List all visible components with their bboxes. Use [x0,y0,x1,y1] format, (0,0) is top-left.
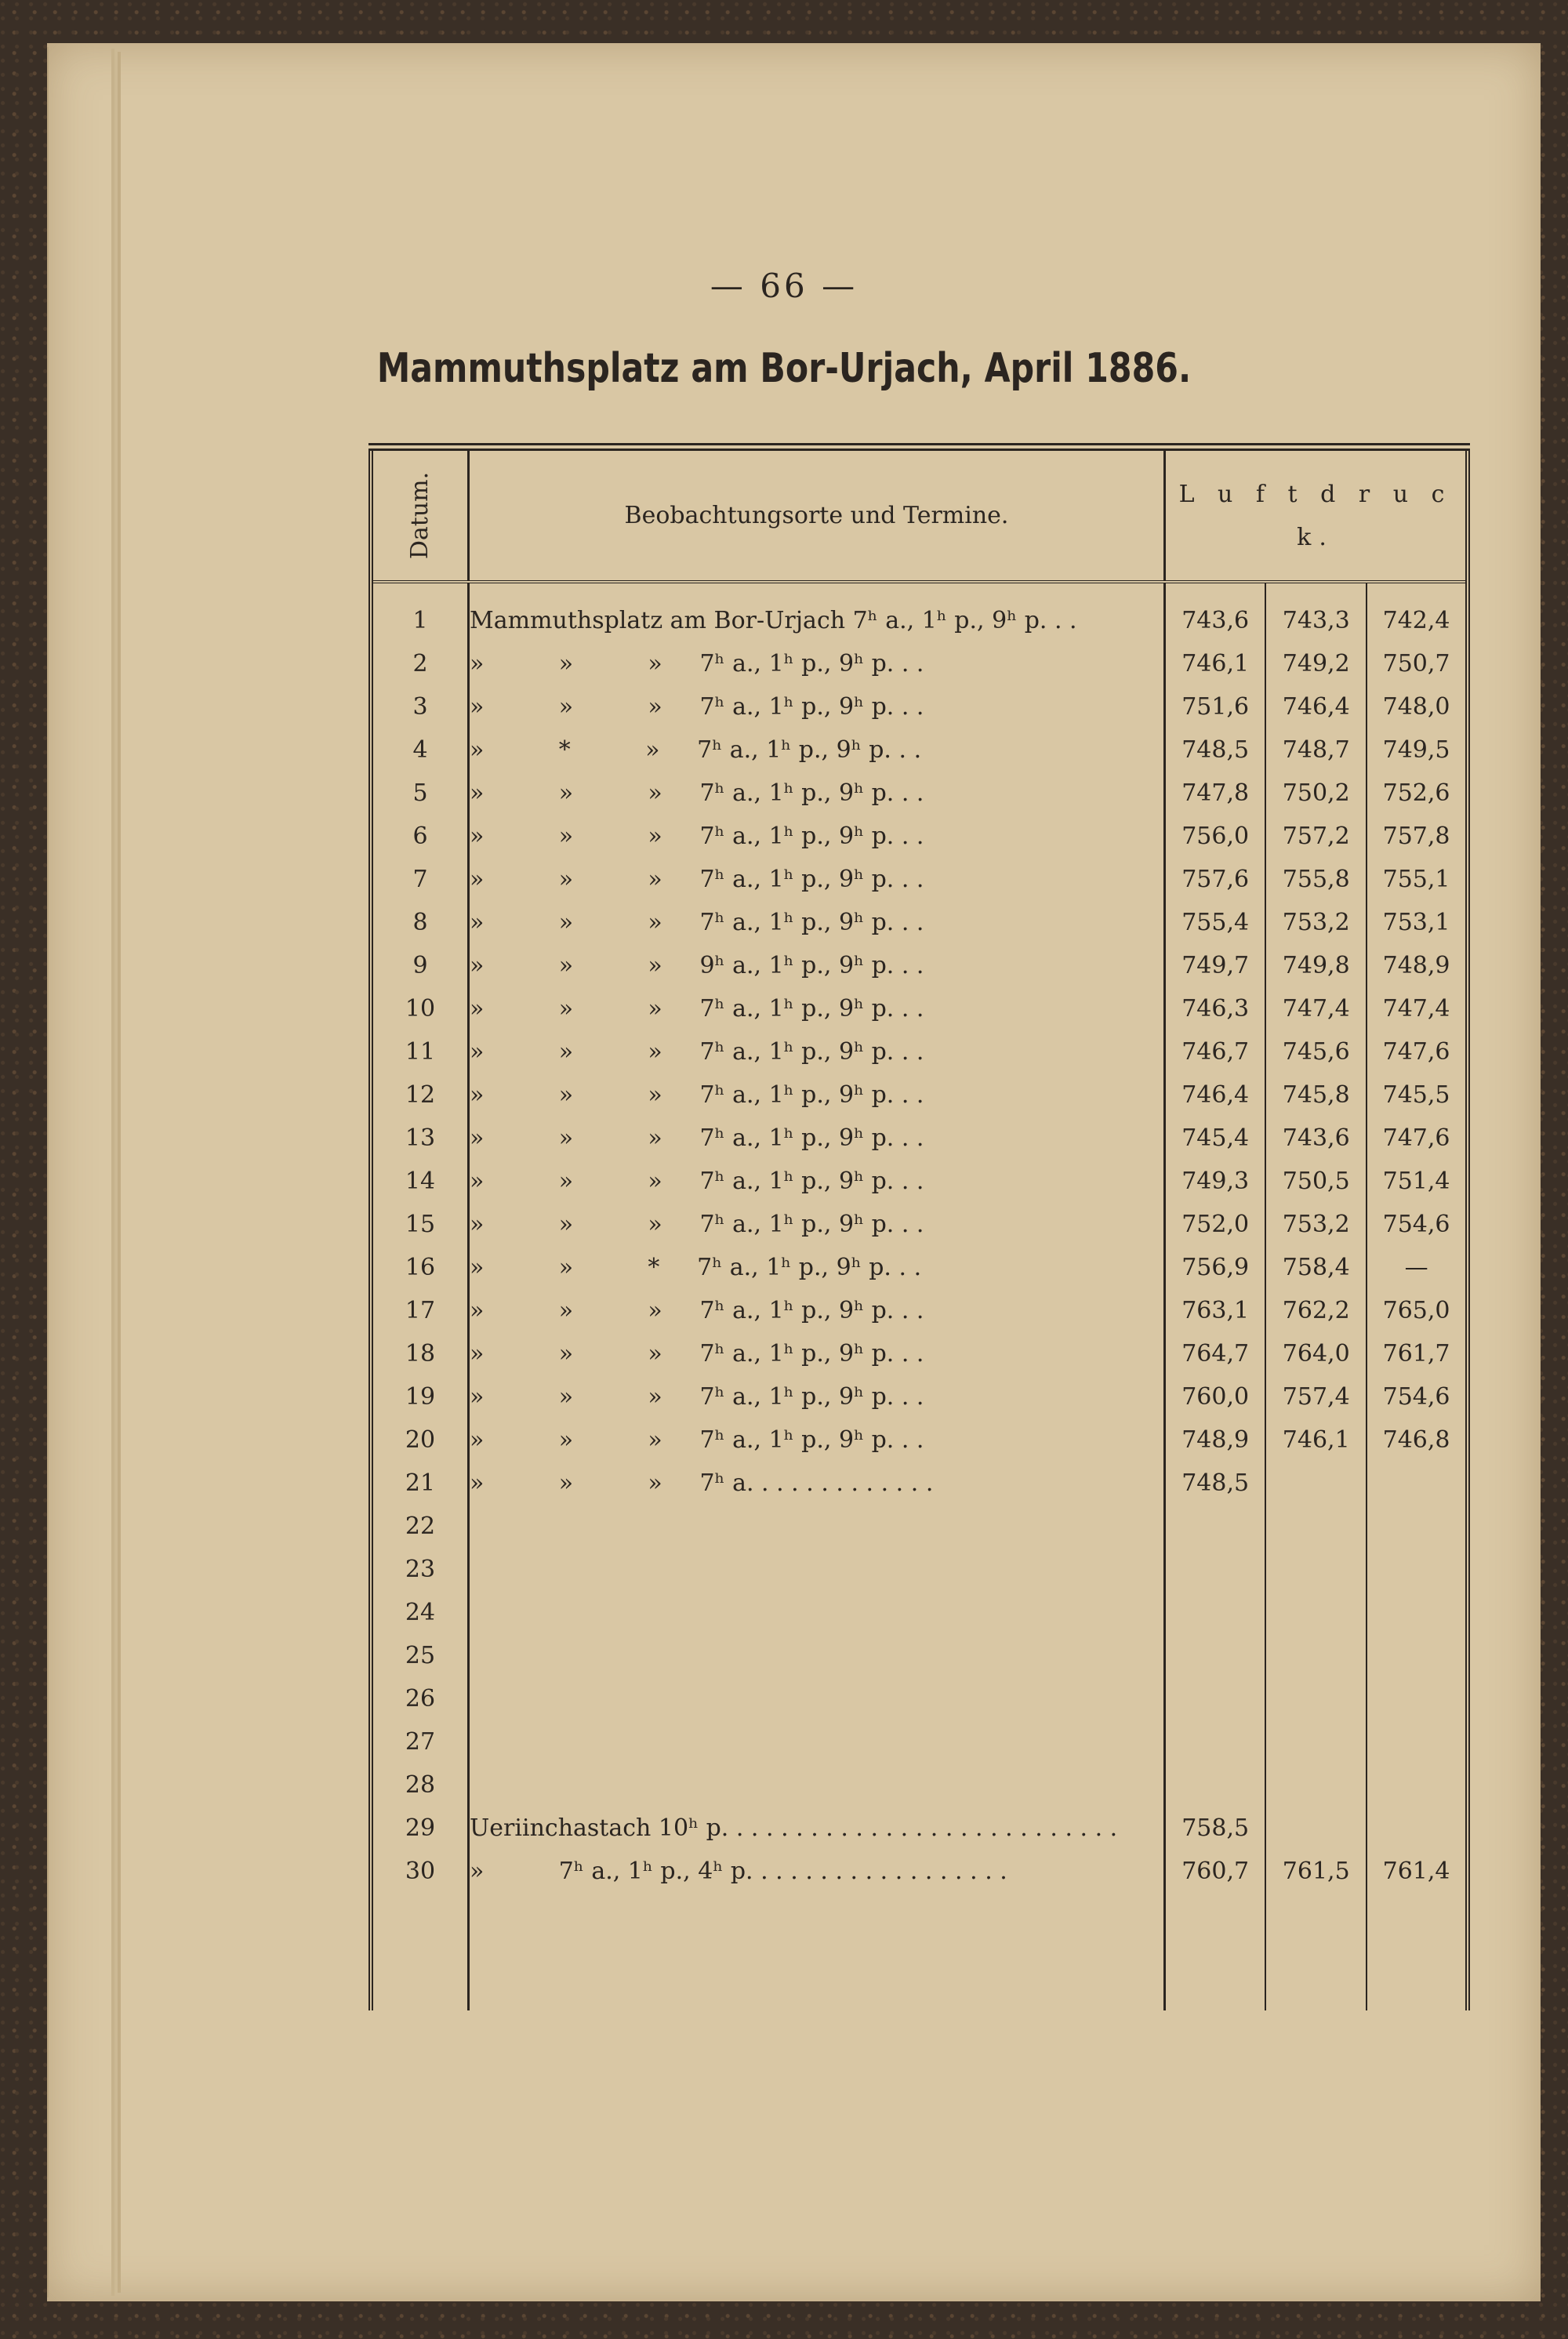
pressure-7a-cell: 758,5 [1181,1814,1250,1842]
pressure-7a-cell: 749,7 [1181,952,1250,979]
place-cell: » » » 7ʰ a. . . . . . . . . . . . . [469,1462,1165,1505]
table-row [371,901,1468,944]
day-cell: 7 [371,858,469,901]
pressure-9p-cell: 753,1 [1367,901,1468,944]
place-cell [469,1763,1165,1807]
table-row [371,1634,1468,1677]
pressure-1p-cell: 750,5 [1265,1160,1367,1203]
table-row [371,1246,1468,1289]
place-cell: » » » 7ʰ a., 1ʰ p., 9ʰ p. . . [469,685,1165,728]
table-header-row [371,447,1468,582]
pressure-1p-cell: 764,0 [1265,1332,1367,1375]
day-cell: 8 [371,901,469,944]
pressure-1p-cell: 757,2 [1265,815,1367,858]
place-cell: » » » 7ʰ a., 1ʰ p., 9ʰ p. . . [469,1289,1165,1332]
page-edges [47,47,111,2297]
table-row [371,1375,1468,1418]
table-row [371,1462,1468,1505]
pressure-1p-cell: 750,2 [1265,772,1367,815]
table-row [371,1720,1468,1763]
day-cell: 16 [371,1246,469,1289]
day-cell: 10 [371,987,469,1030]
pressure-7a-cell: 745,4 [1181,1124,1250,1152]
header-pressure: L u f t d r u c k. [1165,447,1468,582]
pressure-9p-cell: 757,8 [1367,815,1468,858]
pressure-9p-cell: 742,4 [1367,599,1468,642]
pressure-1p-cell: 753,2 [1265,901,1367,944]
table-row [371,772,1468,815]
place-cell: » » » 7ʰ a., 1ʰ p., 9ʰ p. . . [469,858,1165,901]
place-cell [469,1548,1165,1591]
pressure-1p-cell: 743,6 [1265,1117,1367,1160]
place-cell [469,1677,1165,1720]
table-row [371,1677,1468,1720]
page-number: — 66 — [710,267,858,305]
pressure-7a-cell: 751,6 [1181,693,1250,721]
place-cell: » * » 7ʰ a., 1ʰ p., 9ʰ p. . . [469,728,1165,772]
place-cell: » » » 7ʰ a., 1ʰ p., 9ʰ p. . . [469,1117,1165,1160]
pressure-9p-cell [1367,1505,1468,1548]
pressure-1p-cell: 755,8 [1265,858,1367,901]
day-cell: 24 [371,1591,469,1634]
spacer-row [371,582,1468,599]
table-row [371,599,1468,642]
pressure-1p-cell: 749,8 [1265,944,1367,987]
day-cell: 18 [371,1332,469,1375]
table-row [371,1030,1468,1073]
pressure-1p-cell [1265,1763,1367,1807]
table-row [371,685,1468,728]
pressure-1p-cell: 753,2 [1265,1203,1367,1246]
place-cell: » » » 7ʰ a., 1ʰ p., 9ʰ p. . . [469,901,1165,944]
pressure-7a-cell: 743,6 [1181,607,1250,634]
pressure-7a-cell: 747,8 [1181,779,1250,807]
pressure-9p-cell: 746,8 [1367,1418,1468,1462]
pressure-1p-cell [1265,1548,1367,1591]
pressure-9p-cell: 752,6 [1367,772,1468,815]
place-cell: » » * 7ʰ a., 1ʰ p., 9ʰ p. . . [469,1246,1165,1289]
pressure-1p-cell: 743,3 [1265,599,1367,642]
table-row [371,642,1468,685]
pressure-9p-cell [1367,1591,1468,1634]
place-cell [469,1720,1165,1763]
pressure-7a-cell [1165,1720,1266,1763]
pressure-9p-cell [1367,1634,1468,1677]
place-cell: » » » 7ʰ a., 1ʰ p., 9ʰ p. . . [469,1203,1165,1246]
pressure-7a-cell: 748,9 [1181,1426,1250,1454]
table-row [371,1418,1468,1462]
day-cell: 2 [371,642,469,685]
table-row [371,1763,1468,1807]
pressure-7a-cell [1165,1548,1266,1591]
header-date [371,447,469,582]
pressure-7a-cell: 756,0 [1181,823,1250,850]
pressure-7a-cell: 760,0 [1181,1383,1250,1411]
pressure-7a-cell: 764,7 [1181,1340,1250,1367]
pressure-7a-cell: 760,7 [1181,1858,1250,1885]
place-cell: Ueriinchastach 10ʰ p. . . . . . . . . . . . . . . . . . . . . . . . . . . [469,1807,1165,1850]
pressure-9p-cell: 750,7 [1367,642,1468,685]
pressure-1p-cell [1265,1677,1367,1720]
day-cell: 14 [371,1160,469,1203]
day-cell: 5 [371,772,469,815]
place-cell: » » » 7ʰ a., 1ʰ p., 9ʰ p. . . [469,1418,1165,1462]
day-cell: 26 [371,1677,469,1720]
page-title: Mammuthsplatz am Bor-Urjach, April 1886. [376,345,1192,392]
pressure-7a-cell: 748,5 [1181,736,1250,764]
pressure-1p-cell: 746,4 [1265,685,1367,728]
table-row [371,1203,1468,1246]
pressure-7a-cell: 756,9 [1181,1254,1250,1281]
pressure-1p-cell: 761,5 [1265,1850,1367,1893]
place-cell: » » » 7ʰ a., 1ʰ p., 9ʰ p. . . [469,772,1165,815]
pressure-7a-cell: 746,3 [1181,995,1250,1022]
pressure-7a-cell [1165,1634,1266,1677]
day-cell: 22 [371,1505,469,1548]
place-cell: » » » 7ʰ a., 1ʰ p., 9ʰ p. . . [469,1375,1165,1418]
place-cell: » » » 7ʰ a., 1ʰ p., 9ʰ p. . . [469,1160,1165,1203]
place-cell: » » » 7ʰ a., 1ʰ p., 9ʰ p. . . [469,642,1165,685]
pressure-1p-cell [1265,1634,1367,1677]
place-cell: » » » 9ʰ a., 1ʰ p., 9ʰ p. . . [469,944,1165,987]
pressure-9p-cell: 761,7 [1367,1332,1468,1375]
table-row [371,1332,1468,1375]
table-row [371,1850,1468,1893]
pressure-1p-cell: 757,4 [1265,1375,1367,1418]
pressure-9p-cell: 755,1 [1367,858,1468,901]
place-cell [469,1505,1165,1548]
pressure-9p-cell: 747,4 [1367,987,1468,1030]
day-cell: 19 [371,1375,469,1418]
pressure-1p-cell: 747,4 [1265,987,1367,1030]
day-cell: 13 [371,1117,469,1160]
day-cell: 29 [371,1807,469,1850]
table-row [371,1289,1468,1332]
place-cell: » » » 7ʰ a., 1ʰ p., 9ʰ p. . . [469,815,1165,858]
pressure-9p-cell: 749,5 [1367,728,1468,772]
pressure-9p-cell: 765,0 [1367,1289,1468,1332]
day-cell: 3 [371,685,469,728]
table-row [371,1505,1468,1548]
pressure-1p-cell: 749,2 [1265,642,1367,685]
table-row [371,1548,1468,1591]
pressure-7a-cell: 757,6 [1181,866,1250,893]
day-cell: 27 [371,1720,469,1763]
table-row [371,944,1468,987]
pressure-7a-cell: 748,5 [1181,1469,1250,1497]
day-cell: 23 [371,1548,469,1591]
day-cell: 11 [371,1030,469,1073]
pressure-7a-cell: 755,4 [1181,909,1250,936]
table-row [371,728,1468,772]
pressure-7a-cell: 763,1 [1181,1297,1250,1324]
pressure-1p-cell: 762,2 [1265,1289,1367,1332]
pressure-7a-cell: 746,1 [1181,650,1250,677]
pressure-9p-cell: 747,6 [1367,1117,1468,1160]
day-cell: 6 [371,815,469,858]
day-cell: 25 [371,1634,469,1677]
table-row [371,1807,1468,1850]
place-cell: » 7ʰ a., 1ʰ p., 4ʰ p. . . . . . . . . . . . . . . . . . [469,1850,1165,1893]
pressure-9p-cell [1367,1677,1468,1720]
table-body [371,582,1468,2010]
header-date-label: Datum. [406,471,434,560]
pressure-1p-cell: 745,6 [1265,1030,1367,1073]
table-row [371,1117,1468,1160]
place-cell: » » » 7ʰ a., 1ʰ p., 9ʰ p. . . [469,987,1165,1030]
day-cell: 9 [371,944,469,987]
pressure-7a-cell: 746,4 [1181,1081,1250,1109]
pressure-1p-cell [1265,1505,1367,1548]
pressure-9p-cell [1367,1763,1468,1807]
pressure-1p-cell [1265,1462,1367,1505]
pressure-9p-cell [1367,1807,1468,1850]
place-cell [469,1634,1165,1677]
pressure-9p-cell: 754,6 [1367,1375,1468,1418]
day-cell: 20 [371,1418,469,1462]
table-row [371,1591,1468,1634]
place-cell [469,1591,1165,1634]
table-row [371,1073,1468,1117]
place-cell: Mammuthsplatz am Bor-Urjach 7ʰ a., 1ʰ p., 9ʰ p. . . [469,599,1165,642]
place-cell: » » » 7ʰ a., 1ʰ p., 9ʰ p. . . [469,1073,1165,1117]
pressure-7a-cell: 752,0 [1181,1211,1250,1238]
pressure-1p-cell [1265,1720,1367,1763]
pressure-9p-cell: — [1367,1246,1468,1289]
table-row [371,815,1468,858]
pressure-1p-cell [1265,1807,1367,1850]
table-row [371,1160,1468,1203]
pressure-1p-cell: 746,1 [1265,1418,1367,1462]
pressure-1p-cell [1265,1591,1367,1634]
pressure-9p-cell: 754,6 [1367,1203,1468,1246]
pressure-1p-cell: 748,7 [1265,728,1367,772]
place-cell: » » » 7ʰ a., 1ʰ p., 9ʰ p. . . [469,1332,1165,1375]
pressure-7a-cell: 746,7 [1181,1038,1250,1066]
pressure-9p-cell [1367,1548,1468,1591]
pressure-9p-cell [1367,1720,1468,1763]
pressure-9p-cell: 747,6 [1367,1030,1468,1073]
day-cell: 1 [371,599,469,642]
filler-row [371,1893,1468,2010]
pressure-9p-cell: 751,4 [1367,1160,1468,1203]
pressure-9p-cell: 745,5 [1367,1073,1468,1117]
pressure-7a-cell [1165,1763,1266,1807]
pressure-9p-cell: 748,9 [1367,944,1468,987]
day-cell: 21 [371,1462,469,1505]
pressure-9p-cell [1367,1462,1468,1505]
day-cell: 4 [371,728,469,772]
pressure-7a-cell [1165,1591,1266,1634]
pressure-7a-cell [1165,1505,1266,1548]
day-cell: 28 [371,1763,469,1807]
table-row [371,858,1468,901]
pressure-7a-cell: 749,3 [1181,1168,1250,1195]
place-cell: » » » 7ʰ a., 1ʰ p., 9ʰ p. . . [469,1030,1165,1073]
pressure-1p-cell: 745,8 [1265,1073,1367,1117]
day-cell: 17 [371,1289,469,1332]
day-cell: 15 [371,1203,469,1246]
pressure-1p-cell: 758,4 [1265,1246,1367,1289]
table-row [371,987,1468,1030]
day-cell: 30 [371,1850,469,1893]
day-cell: 12 [371,1073,469,1117]
pressure-9p-cell: 748,0 [1367,685,1468,728]
pressure-table [368,443,1470,2010]
header-place: Beobachtungsorte und Termine. [469,447,1165,582]
pressure-9p-cell: 761,4 [1367,1850,1468,1893]
pressure-7a-cell [1165,1677,1266,1720]
